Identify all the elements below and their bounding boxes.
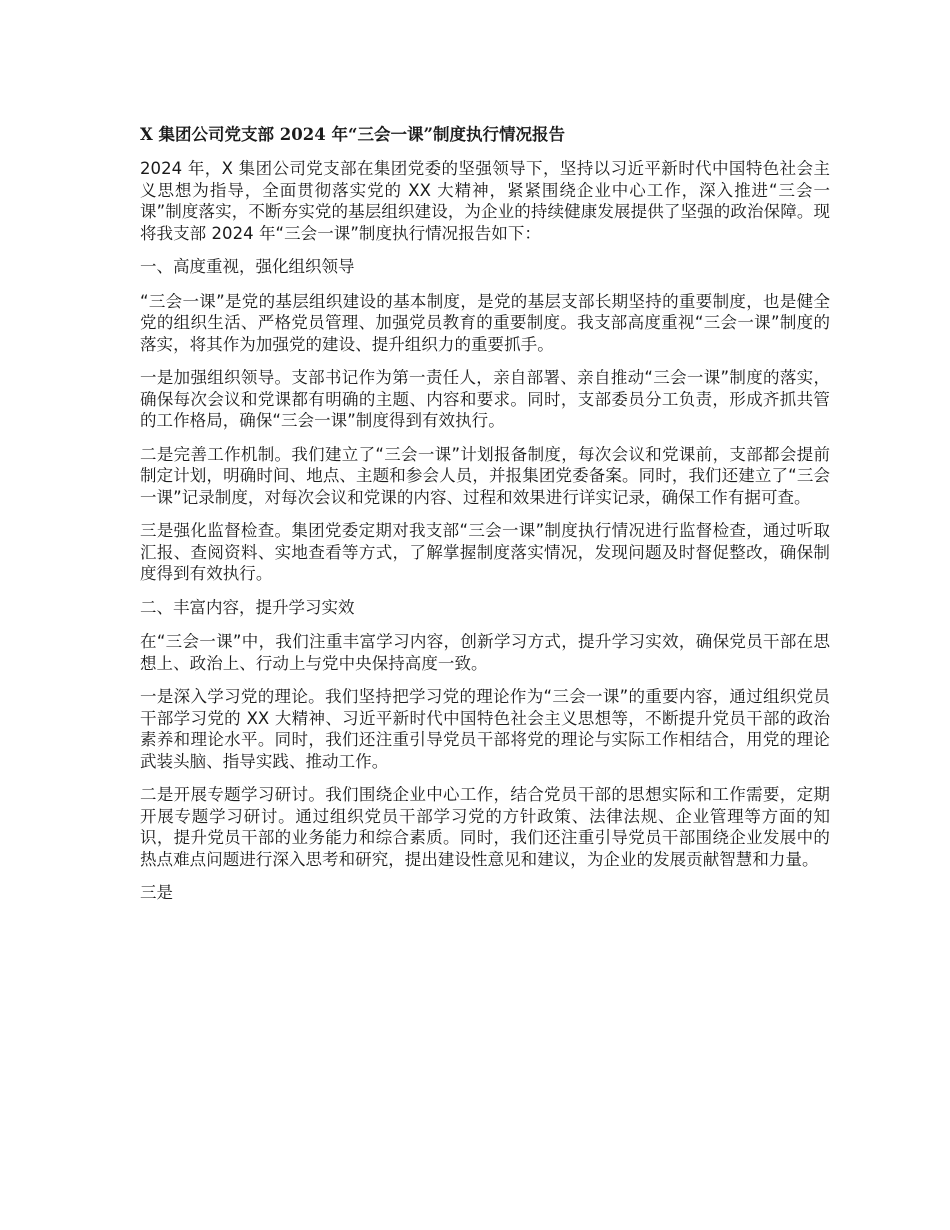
- section-2-paragraph-1: 在“三会一课”中，我们注重丰富学习内容，创新学习方式，提升学习实效，确保党员干部在思想上、政治上、行动上与党中央保持高度一致。: [140, 632, 830, 673]
- section-1-paragraph-1: “三会一课”是党的基层组织建设的基本制度，是党的基层支部长期坚持的重要制度，也是健全党的组织生活、严格党员管理、加强党员教育的重要制度。我支部高度重视“三会一课”制度的落实，将其作为加强党的建设、提升组织力的重要抓手。: [140, 291, 830, 354]
- section-1-paragraph-4: 三是强化监督检查。集团党委定期对我支部“三会一课”制度执行情况进行监督检查，通过听取汇报、查阅资料、实地查看等方式，了解掌握制度落实情况，发现问题及时督促整改，确保制度得到有效执行。: [140, 521, 830, 583]
- section-2-paragraph-3: 二是开展专题学习研讨。我们围绕企业中心工作，结合党员干部的思想实际和工作需要，定期开展专题学习研讨。通过组织党员干部学习党的方针政策、法律法规、企业管理等方面的知识，提升党员干部的业务能力和综合素质。同时，我们还注重引导党员干部围绕企业发展中的热点难点问题进行深入思考和研究，提出建设性意见和建议，为企业的发展贡献智慧和力量。: [140, 785, 830, 869]
- intro-paragraph: 2024 年，X 集团公司党支部在集团党委的坚强领导下，坚持以习近平新时代中国特色社会主义思想为指导，全面贯彻落实党的 XX 大精神，紧紧围绕企业中心工作，深入推进“三会一课”制度落实，不断夯实党的基层组织建设，为企业的持续健康发展提供了坚强的政治保障。现将我支部 2024 年“三会一课”制度执行情况报告如下：: [140, 159, 830, 243]
- document-title: X 集团公司党支部 2024 年“三会一课”制度执行情况报告: [140, 125, 565, 144]
- section-2-paragraph-4: 三是: [140, 883, 174, 902]
- section-1-paragraph-3: 二是完善工作机制。我们建立了“三会一课”计划报备制度，每次会议和党课前，支部都会提前制定计划，明确时间、地点、主题和参会人员，并报集团党委备案。同时，我们还建立了“三会一课”记录制度，对每次会议和党课的内容、过程和效果进行详实记录，确保工作有据可查。: [140, 444, 830, 507]
- section-1-heading: 一、高度重视，强化组织领导: [140, 257, 355, 276]
- section-2-heading: 二、丰富内容，提升学习实效: [140, 597, 355, 617]
- section-2-paragraph-2: 一是深入学习党的理论。我们坚持把学习党的理论作为“三会一课”的重要内容，通过组织党员干部学习党的 XX 大精神、习近平新时代中国特色社会主义思想等，不断提升党员干部的政治素养和理论水平。同时，我们还注重引导党员干部将党的理论与实际工作相结合，用党的理论武装头脑、指导实践、推动工作。: [140, 687, 830, 771]
- document-page: [140, 122, 830, 916]
- section-1-paragraph-2: 一是加强组织领导。支部书记作为第一责任人，亲自部署、亲自推动“三会一课”制度的落实，确保每次会议和党课都有明确的主题、内容和要求。同时，支部委员分工负责，形成齐抓共管的工作格局，确保“三会一课”制度得到有效执行。: [140, 368, 830, 430]
